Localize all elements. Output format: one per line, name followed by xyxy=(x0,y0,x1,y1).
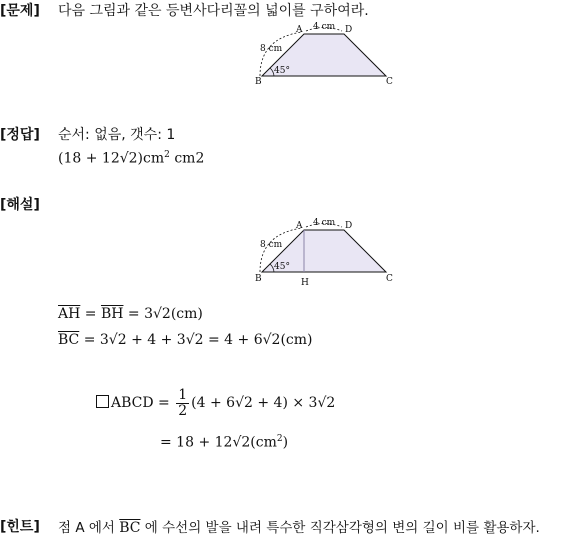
angle-label: 45° xyxy=(274,66,290,76)
side-length-label: 8 cm xyxy=(260,44,283,54)
vertex-D-2: D xyxy=(345,221,353,231)
answer-label: [정답] xyxy=(0,127,40,143)
vertex-A-2: A xyxy=(296,221,303,231)
vertex-B-2: B xyxy=(255,274,262,284)
explanation-label: [해설] xyxy=(0,197,40,213)
square-symbol-icon xyxy=(96,395,109,408)
top-length-label: 4 cm xyxy=(313,22,336,32)
area-equation-line1: ABCD = $\frac{1}{2}$ (4 + 6√2 + 4) × 3√2 xyxy=(96,388,335,418)
top-length-label-2: 4 cm xyxy=(313,218,336,228)
answer-line2: $(18 + 12√2)cm^2$ cm2 xyxy=(58,150,205,167)
equation-AH-BH: $\overline{AH} = \overline{BH} = 3√2(cm)$ xyxy=(58,306,203,322)
area-equation-line2: = $18 + 12√2(cm^2)$ xyxy=(160,434,289,451)
hint-label: [힌트] xyxy=(0,519,40,535)
vertex-H: H xyxy=(301,278,309,288)
problem-text: 다음 그림과 같은 등변사다리꼴의 넓이를 구하여라. xyxy=(58,3,369,19)
hint-text: 점 A 에서 $\overline{BC}$ 에 수선의 발을 내려 특수한 직각삼각형의 변의 길이 비를 활용하자. xyxy=(58,520,540,536)
vertex-C-2: C xyxy=(386,274,393,284)
angle-label-2: 45° xyxy=(274,262,290,272)
half-fraction: $\frac{1}{2}$ xyxy=(178,387,188,419)
vertex-D: D xyxy=(345,25,353,35)
problem-label: [문제] xyxy=(0,3,40,19)
answer-line1: 순서: 없음, 갯수: 1 xyxy=(58,127,176,143)
vertex-A: A xyxy=(296,25,303,35)
side-length-label-2: 8 cm xyxy=(260,240,283,250)
vertex-C: C xyxy=(386,77,393,87)
equation-BC: $\overline{BC} = 3√2 + 4 + 3√2 = 4 + 6√2(cm)$ xyxy=(58,332,313,348)
trapezoid-figure-2 xyxy=(250,214,410,290)
trapezoid-figure-1 xyxy=(250,20,410,90)
vertex-B: B xyxy=(255,77,262,87)
